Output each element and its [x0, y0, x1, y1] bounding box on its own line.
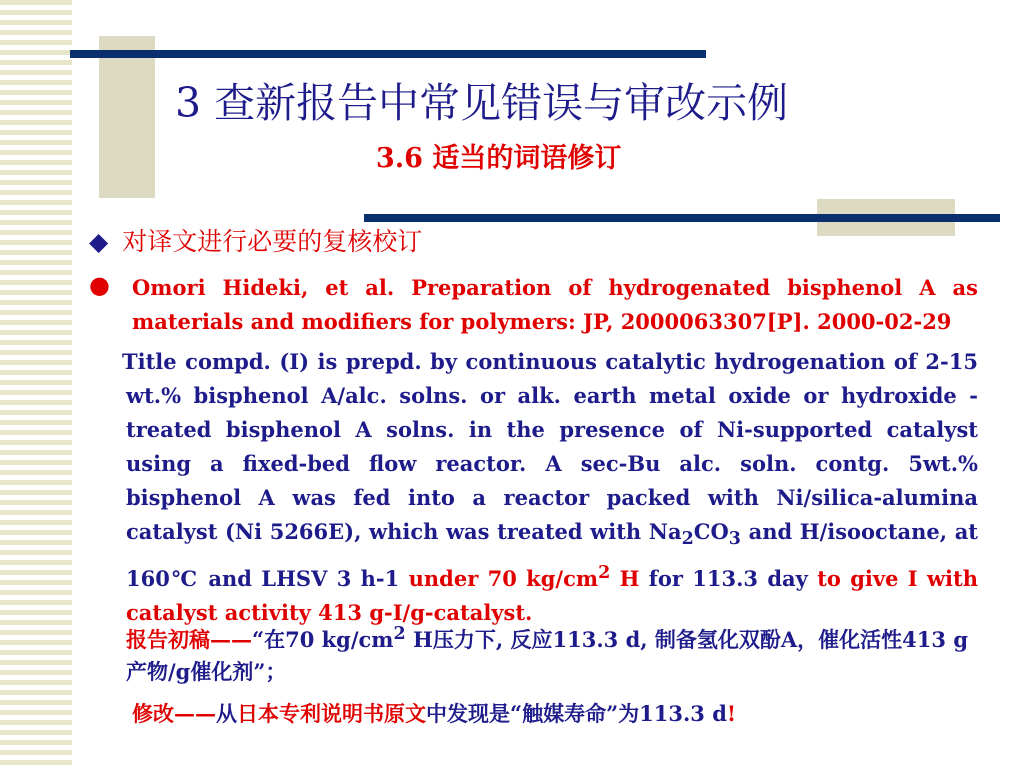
draft-reaction: 反应113.3 d — [510, 627, 641, 652]
draft-label: 报告初稿—— — [126, 627, 252, 652]
patent-block — [122, 271, 978, 630]
bullet-text: 对译文进行必要的复核校订 — [122, 227, 423, 256]
draft-note: 报告初稿——“在70 $kg/cm^2$ H压力下, 反应113.3 d, 制备氢化双酚A，催化活性413 g产物/g催化剂”； — [126, 624, 969, 684]
revision-label: 修改—— — [132, 701, 216, 726]
decorative-block-top — [99, 36, 155, 198]
highlight-under: under 70 kg/cm — [408, 566, 599, 592]
patent-abstract: Title compd. (I) is prepd. by continuous catalytic hydrogenation of 2-15 wt.% bisphenol A/alc. solns. or alk. earth metal oxide or hydroxide -treated bisphenol A solns. in the presence of Ni-supported catalyst using a fixed-bed flow reactor. A sec-Bu alc. soln. contg. 5wt.% bisphenol A was fed into a reactor packed with Ni/silica-alumina catalyst (Ni 5266E), which was treated with $Na_2CO_3$ and H/isooctane, at 160℃ and LHSV 3 h-1 under 70 $kg/cm^2$ H for 113.3 day to give I with catalyst activity 413 g-I/g-catalyst. — [122, 349, 978, 626]
revision-quote: “触媒寿命”为113.3 d — [510, 701, 727, 726]
round-bullet-icon: ● — [89, 271, 110, 299]
revision-source: 日本专利说明书原文 — [237, 701, 426, 726]
highlight-h: H — [610, 566, 640, 592]
decorative-stripes — [0, 0, 72, 768]
slide-title: 3 查新报告中常见错误与审改示例 — [175, 79, 789, 127]
bullet-item-verify — [89, 222, 422, 258]
highlight-for-day: for 113.3 day — [639, 566, 808, 592]
highlight-to-give: to give I with catalyst activity 413 g-I/g-catalyst. — [126, 566, 978, 626]
revision-note: 修改——从日本专利说明书原文中发现是“触媒寿命”为113.3 d! — [132, 701, 737, 726]
title-rule-bottom — [364, 214, 1000, 222]
patent-reference: Omori Hideki, et al. Preparation of hydrogenated bisphenol A as materials and modifiers for polymers: JP, 2000063307[P]. 2000-02-29 — [132, 275, 978, 334]
title-rule-top — [70, 50, 706, 58]
slide-subtitle: 3.6 适当的词语修订 — [376, 143, 622, 174]
diamond-bullet-icon: ◆ — [89, 227, 109, 256]
